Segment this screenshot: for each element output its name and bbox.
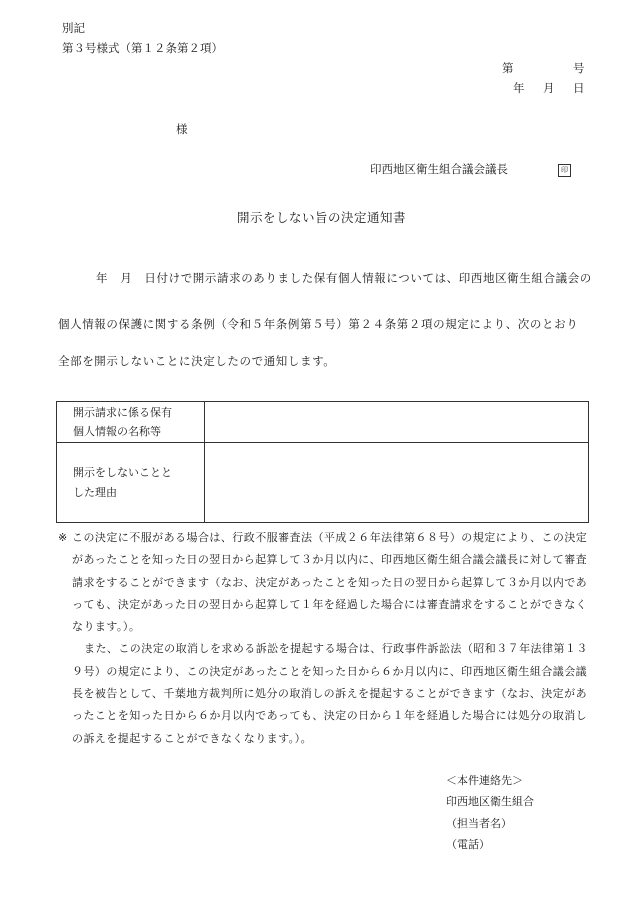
annex-label: 別記	[62, 21, 85, 35]
date-day: 日	[573, 81, 585, 95]
doc-number-prefix: 第	[502, 61, 514, 75]
issuer-seal	[558, 163, 571, 177]
addressee-honorific: 様	[176, 122, 188, 136]
document-title: 開示をしない旨の決定通知書	[237, 210, 407, 225]
notice-paragraph-1	[58, 527, 590, 638]
doc-number-suffix: 号	[573, 61, 585, 75]
table-value-cell	[205, 402, 589, 443]
form-number: 第３号様式（第１２条第２項）	[62, 41, 223, 55]
notice-paragraph-2: また、この決定の取消しを求める訴訟を提起する場合は、行政事件訴訟法（昭和３７年法律第１３９号）の規定により、この決定があったことを知った日から６か月以内に、印西地区衛生組合議会議長を被告として、千葉地方裁判所に処分の取消しの訴えを提起することができます（なお、決定があったことを知った日から６か月以内であっても、決定の日から１年を経過した場合には処分の取消しの訴えを提起することができなくなります。）。	[72, 642, 588, 745]
contact-phone: （電話）	[446, 837, 490, 851]
table-label: 個人情報の名称等	[73, 425, 161, 438]
body-line-1: 年 月 日付けで開示請求のありました保有個人情報については、印西地区衛生組合議会の	[96, 271, 592, 285]
contact-block	[446, 770, 534, 855]
contact-org: 印西地区衛生組合	[446, 795, 534, 809]
table-label: した理由	[73, 485, 117, 499]
detail-table	[56, 401, 589, 523]
contact-person: （担当者名）	[446, 816, 512, 830]
notice-section	[58, 527, 590, 750]
contact-heading: ＜本件連絡先＞	[446, 774, 523, 787]
date-year: 年	[513, 81, 525, 95]
date-month: 月	[543, 81, 555, 95]
table-label-cell	[57, 402, 205, 443]
body-line-2: 個人情報の保護に関する条例（令和５年条例第５号）第２４条第２項の規定により、次のとおり	[58, 317, 579, 331]
notice-text-1: この決定に不服がある場合は、行政不服審査法（平成２６年法律第６８号）の規定により、この決定があったことを知った日の翌日から起算して３か月以内に、印西地区衛生組合議会議長に対して審査請求をすることができます（なお、決定があったことを知った日の翌日から起算して３か月以内であっても、決定があった日の翌日から起算して１年を経過した場合には審査請求をすることができなくなります。）。	[72, 531, 588, 634]
body-line-3: 全部を開示しないことに決定したので通知します。	[58, 354, 336, 368]
table-label-cell	[57, 443, 205, 523]
table-label: 開示請求に係る保有	[73, 405, 172, 419]
table-label: 開示をしないことと	[73, 466, 172, 480]
table-row	[57, 443, 589, 523]
notice-mark: ※	[58, 531, 68, 544]
issuer-name: 印西地区衛生組合議会議長	[370, 162, 508, 176]
table-value-cell	[205, 443, 589, 523]
table-row	[57, 402, 589, 443]
seal-icon: 印	[558, 164, 571, 177]
